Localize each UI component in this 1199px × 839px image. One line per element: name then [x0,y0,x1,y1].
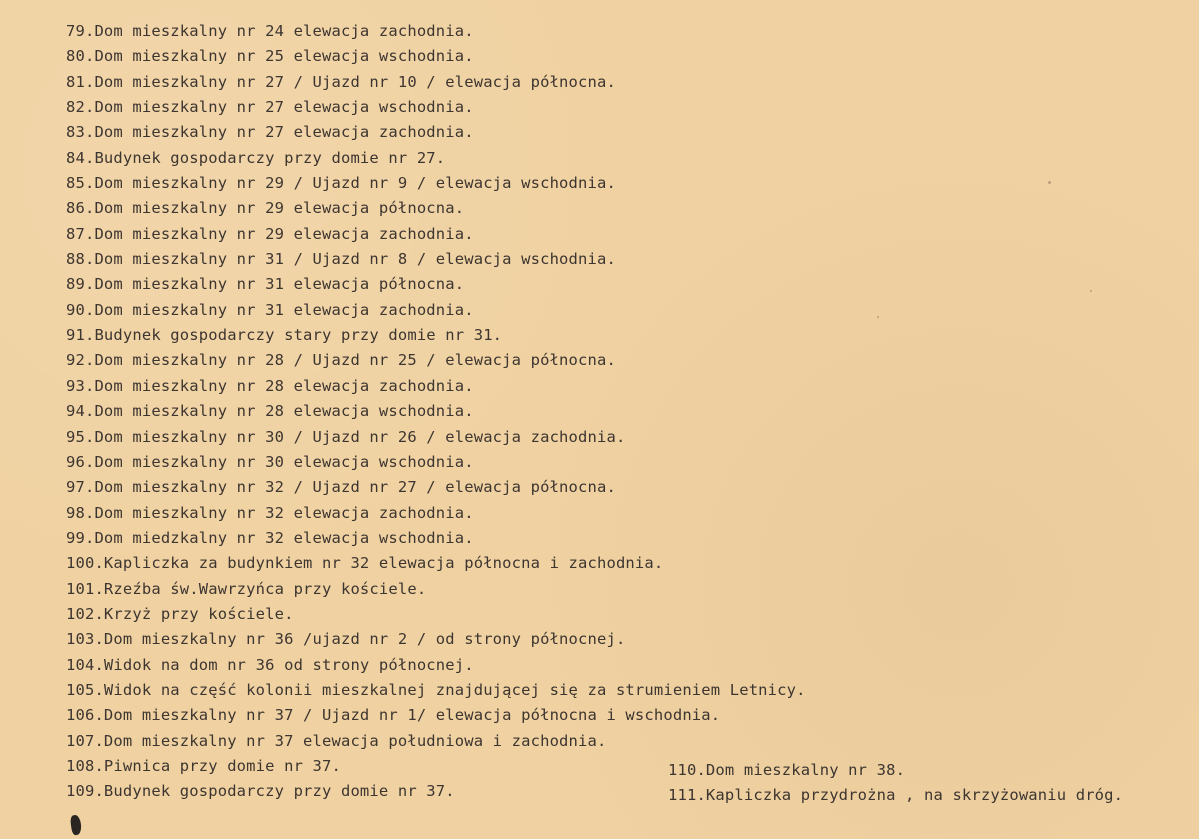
paper-speck [1090,290,1092,292]
list-item: 95.Dom mieszkalny nr 30 / Ujazd nr 26 / elewacja zachodnia. [66,427,626,446]
list-item: 92.Dom mieszkalny nr 28 / Ujazd nr 25 / elewacja północna. [66,351,616,370]
list-item: 86.Dom mieszkalny nr 29 elewacja północna. [66,199,465,218]
list-item: 98.Dom mieszkalny nr 32 elewacja zachodnia. [66,503,474,522]
list-item: 88.Dom mieszkalny nr 31 / Ujazd nr 8 / elewacja wschodnia. [66,250,616,269]
list-item: 82.Dom mieszkalny nr 27 elewacja wschodnia. [66,98,474,117]
list-item: 110.Dom mieszkalny nr 38. [668,761,906,779]
list-item: 93.Dom mieszkalny nr 28 elewacja zachodnia. [66,376,474,395]
list-item: 108.Piwnica przy domie nr 37. [66,756,341,775]
list-item: 79.Dom mieszkalny nr 24 elewacja zachodnia. [66,22,474,40]
list-item: 85.Dom mieszkalny nr 29 / Ujazd nr 9 / elewacja wschodnia. [66,174,616,193]
list-item: 81.Dom mieszkalny nr 27 / Ujazd nr 10 / elewacja północna. [66,72,616,91]
list-item: 109.Budynek gospodarczy przy domie nr 37. [66,782,455,801]
list-item: 105.Widok na część kolonii mieszkalnej znajdującej się za strumieniem Letnicy. [66,680,806,699]
list-item: 101.Rzeźba św.Wawrzyńca przy kościele. [66,579,427,598]
list-item: 99.Dom miedzkalny nr 32 elewacja wschodnia. [66,528,474,547]
right-column-list [668,758,1188,809]
list-item: 94.Dom mieszkalny nr 28 elewacja wschodnia. [66,402,474,421]
list-item: 111.Kapliczka przydrożna , na skrzyżowaniu dróg. [668,786,1124,805]
list-item: 84.Budynek gospodarczy przy domie nr 27. [66,148,446,167]
list-item: 80.Dom mieszkalny nr 25 elewacja wschodnia. [66,47,474,66]
list-item: 83.Dom mieszkalny nr 27 elewacja zachodnia. [66,123,474,142]
list-item: 106.Dom mieszkalny nr 37 / Ujazd nr 1/ elewacja północna i wschodnia. [66,706,721,725]
list-item: 91.Budynek gospodarczy stary przy domie nr 31. [66,326,503,345]
list-item: 89.Dom mieszkalny nr 31 elewacja północna. [66,275,465,294]
list-item: 96.Dom mieszkalny nr 30 elewacja wschodnia. [66,452,474,471]
list-item: 87.Dom mieszkalny nr 29 elewacja zachodnia. [66,224,474,243]
paper-speck [1048,181,1051,184]
list-item: 100.Kapliczka za budynkiem nr 32 elewacja północna i zachodnia. [66,554,664,573]
list-item: 107.Dom mieszkalny nr 37 elewacja południowa i zachodnia. [66,731,607,750]
ink-mark [70,814,83,835]
list-item: 104.Widok na dom nr 36 od strony północnej. [66,655,474,674]
paper-speck [877,316,879,318]
list-item: 102.Krzyż przy kościele. [66,604,294,623]
list-item: 90.Dom mieszkalny nr 31 elewacja zachodnia. [66,300,474,319]
left-column-list [66,19,1166,805]
list-item: 97.Dom mieszkalny nr 32 / Ujazd nr 27 / elewacja północna. [66,478,616,497]
list-item: 103.Dom mieszkalny nr 36 /ujazd nr 2 / od strony północnej. [66,630,626,649]
